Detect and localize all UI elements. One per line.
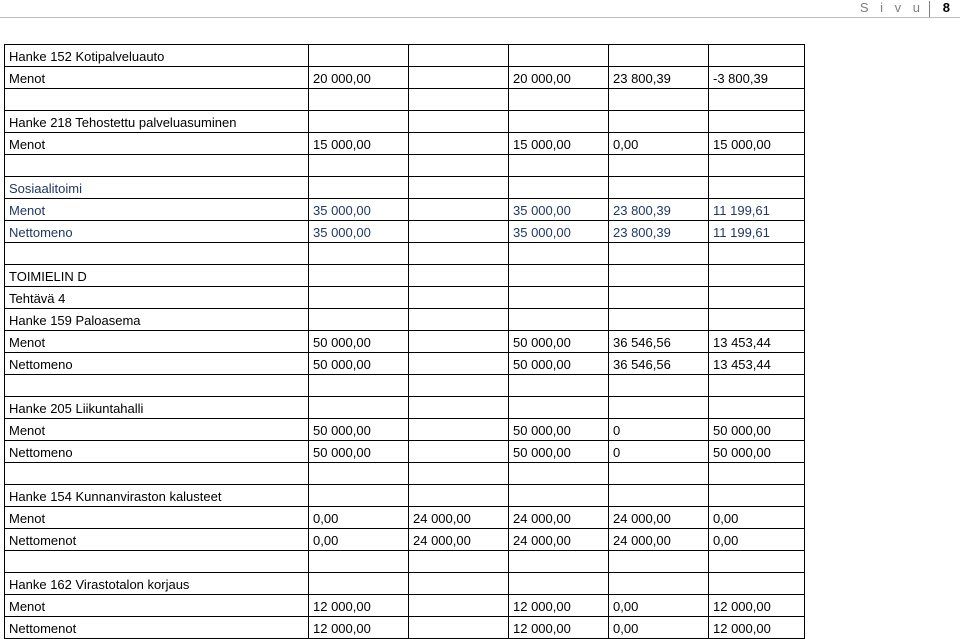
empty-cell	[409, 155, 509, 177]
budget-table	[4, 44, 805, 639]
empty-cell	[509, 463, 609, 485]
empty-cell	[609, 309, 709, 331]
empty-cell	[309, 265, 409, 287]
section-title: TOIMIELIN D	[5, 265, 309, 287]
section-title-row	[5, 573, 805, 595]
empty-cell	[309, 155, 409, 177]
empty-cell	[609, 155, 709, 177]
value-cell: 0,00	[309, 507, 409, 529]
value-cell: 13 453,44	[709, 331, 805, 353]
section-title-row	[5, 265, 805, 287]
empty-cell	[409, 287, 509, 309]
section-title: Tehtävä 4	[5, 287, 309, 309]
empty-cell	[509, 243, 609, 265]
empty-cell	[409, 463, 509, 485]
value-cell: 15 000,00	[309, 133, 409, 155]
value-cell: 24 000,00	[609, 529, 709, 551]
empty-cell	[509, 397, 609, 419]
empty-cell	[409, 89, 509, 111]
empty-cell	[509, 265, 609, 287]
budget-table-body	[5, 45, 805, 639]
value-cell: 0,00	[609, 133, 709, 155]
row-label: Menot	[5, 331, 309, 353]
empty-cell	[609, 111, 709, 133]
value-cell	[409, 617, 509, 639]
value-cell: 12 000,00	[309, 595, 409, 617]
table-row	[5, 67, 805, 89]
section-title: Hanke 205 Liikuntahalli	[5, 397, 309, 419]
empty-cell	[709, 309, 805, 331]
table-row	[5, 617, 805, 639]
value-cell	[409, 199, 509, 221]
table-row	[5, 199, 805, 221]
value-cell: 35 000,00	[309, 221, 409, 243]
empty-cell	[709, 551, 805, 573]
value-cell: 50 000,00	[509, 441, 609, 463]
value-cell	[409, 595, 509, 617]
empty-cell	[309, 485, 409, 507]
value-cell: 50 000,00	[709, 419, 805, 441]
empty-cell	[5, 551, 309, 573]
section-title: Hanke 162 Virastotalon korjaus	[5, 573, 309, 595]
section-title: Sosiaalitoimi	[5, 177, 309, 199]
empty-cell	[409, 573, 509, 595]
empty-cell	[309, 573, 409, 595]
empty-cell	[709, 573, 805, 595]
page-label: S i v u	[859, 0, 924, 15]
spacer-row	[5, 243, 805, 265]
empty-cell	[709, 45, 805, 67]
empty-cell	[509, 111, 609, 133]
empty-cell	[509, 89, 609, 111]
empty-cell	[709, 463, 805, 485]
value-cell: 35 000,00	[309, 199, 409, 221]
empty-cell	[509, 177, 609, 199]
empty-cell	[709, 111, 805, 133]
value-cell: 13 453,44	[709, 353, 805, 375]
empty-cell	[409, 309, 509, 331]
value-cell	[409, 221, 509, 243]
value-cell: 36 546,56	[609, 331, 709, 353]
value-cell: -3 800,39	[709, 67, 805, 89]
section-title: Hanke 218 Tehostettu palveluasuminen	[5, 111, 309, 133]
section-title-row	[5, 177, 805, 199]
empty-cell	[5, 375, 309, 397]
empty-cell	[609, 45, 709, 67]
value-cell	[409, 67, 509, 89]
empty-cell	[5, 243, 309, 265]
empty-cell	[609, 463, 709, 485]
empty-cell	[309, 551, 409, 573]
empty-cell	[709, 397, 805, 419]
value-cell: 20 000,00	[509, 67, 609, 89]
table-row	[5, 529, 805, 551]
empty-cell	[709, 485, 805, 507]
empty-cell	[609, 485, 709, 507]
row-label: Menot	[5, 133, 309, 155]
value-cell: 35 000,00	[509, 199, 609, 221]
value-cell: 0	[609, 419, 709, 441]
value-cell: 12 000,00	[709, 617, 805, 639]
empty-cell	[609, 397, 709, 419]
empty-cell	[409, 375, 509, 397]
section-title-row	[5, 309, 805, 331]
value-cell	[409, 441, 509, 463]
empty-cell	[609, 265, 709, 287]
value-cell: 12 000,00	[709, 595, 805, 617]
value-cell: 50 000,00	[509, 353, 609, 375]
table-row	[5, 221, 805, 243]
spacer-row	[5, 551, 805, 573]
section-title-row	[5, 485, 805, 507]
table-row	[5, 595, 805, 617]
value-cell: 11 199,61	[709, 221, 805, 243]
value-cell: 24 000,00	[409, 507, 509, 529]
section-title-row	[5, 45, 805, 67]
header-rule	[0, 17, 960, 18]
value-cell: 20 000,00	[309, 67, 409, 89]
value-cell: 11 199,61	[709, 199, 805, 221]
section-title: Hanke 159 Paloasema	[5, 309, 309, 331]
empty-cell	[709, 177, 805, 199]
section-title: Hanke 152 Kotipalveluauto	[5, 45, 309, 67]
row-label: Menot	[5, 595, 309, 617]
value-cell: 0	[609, 441, 709, 463]
empty-cell	[309, 177, 409, 199]
row-label: Menot	[5, 67, 309, 89]
value-cell: 12 000,00	[509, 617, 609, 639]
empty-cell	[309, 463, 409, 485]
empty-cell	[409, 485, 509, 507]
page-header	[0, 0, 960, 18]
table-row	[5, 441, 805, 463]
empty-cell	[609, 177, 709, 199]
value-cell: 0,00	[309, 529, 409, 551]
spacer-row	[5, 155, 805, 177]
empty-cell	[309, 243, 409, 265]
value-cell: 50 000,00	[309, 331, 409, 353]
empty-cell	[709, 265, 805, 287]
row-label: Nettomenot	[5, 529, 309, 551]
empty-cell	[409, 243, 509, 265]
empty-cell	[509, 309, 609, 331]
value-cell: 23 800,39	[609, 221, 709, 243]
section-title-row	[5, 287, 805, 309]
value-cell: 0,00	[709, 529, 805, 551]
value-cell: 23 800,39	[609, 199, 709, 221]
table-row	[5, 353, 805, 375]
empty-cell	[609, 287, 709, 309]
value-cell: 0,00	[709, 507, 805, 529]
table-row	[5, 507, 805, 529]
empty-cell	[309, 375, 409, 397]
empty-cell	[5, 155, 309, 177]
empty-cell	[409, 111, 509, 133]
header-separator	[929, 1, 930, 17]
value-cell: 24 000,00	[509, 529, 609, 551]
empty-cell	[509, 155, 609, 177]
empty-cell	[409, 265, 509, 287]
empty-cell	[309, 397, 409, 419]
row-label: Nettomeno	[5, 441, 309, 463]
empty-cell	[609, 375, 709, 397]
empty-cell	[509, 375, 609, 397]
empty-cell	[409, 177, 509, 199]
spacer-row	[5, 375, 805, 397]
value-cell: 50 000,00	[309, 419, 409, 441]
empty-cell	[709, 155, 805, 177]
value-cell: 50 000,00	[509, 331, 609, 353]
empty-cell	[609, 243, 709, 265]
section-title-row	[5, 397, 805, 419]
value-cell: 35 000,00	[509, 221, 609, 243]
row-label: Menot	[5, 199, 309, 221]
value-cell	[409, 133, 509, 155]
value-cell: 12 000,00	[309, 617, 409, 639]
section-title: Hanke 154 Kunnanviraston kalusteet	[5, 485, 309, 507]
value-cell: 23 800,39	[609, 67, 709, 89]
section-title-row	[5, 111, 805, 133]
empty-cell	[409, 551, 509, 573]
spacer-row	[5, 463, 805, 485]
empty-cell	[609, 551, 709, 573]
value-cell: 50 000,00	[309, 441, 409, 463]
empty-cell	[609, 89, 709, 111]
row-label: Nettomeno	[5, 353, 309, 375]
empty-cell	[709, 375, 805, 397]
value-cell	[409, 331, 509, 353]
value-cell	[409, 419, 509, 441]
empty-cell	[309, 111, 409, 133]
empty-cell	[409, 397, 509, 419]
value-cell: 50 000,00	[709, 441, 805, 463]
row-label: Nettomeno	[5, 221, 309, 243]
value-cell: 50 000,00	[309, 353, 409, 375]
value-cell: 0,00	[609, 617, 709, 639]
empty-cell	[509, 45, 609, 67]
value-cell: 24 000,00	[609, 507, 709, 529]
empty-cell	[409, 45, 509, 67]
empty-cell	[309, 309, 409, 331]
page-number: 8	[942, 0, 950, 15]
empty-cell	[509, 287, 609, 309]
empty-cell	[509, 485, 609, 507]
row-label: Nettomenot	[5, 617, 309, 639]
value-cell: 24 000,00	[509, 507, 609, 529]
empty-cell	[5, 463, 309, 485]
spacer-row	[5, 89, 805, 111]
table-row	[5, 419, 805, 441]
value-cell: 0,00	[609, 595, 709, 617]
row-label: Menot	[5, 419, 309, 441]
empty-cell	[309, 45, 409, 67]
empty-cell	[709, 89, 805, 111]
table-row	[5, 331, 805, 353]
empty-cell	[709, 243, 805, 265]
table-row	[5, 133, 805, 155]
value-cell: 50 000,00	[509, 419, 609, 441]
empty-cell	[709, 287, 805, 309]
value-cell: 12 000,00	[509, 595, 609, 617]
value-cell: 15 000,00	[709, 133, 805, 155]
empty-cell	[509, 551, 609, 573]
value-cell: 15 000,00	[509, 133, 609, 155]
value-cell	[409, 353, 509, 375]
empty-cell	[509, 573, 609, 595]
row-label: Menot	[5, 507, 309, 529]
empty-cell	[309, 287, 409, 309]
value-cell: 36 546,56	[609, 353, 709, 375]
value-cell: 24 000,00	[409, 529, 509, 551]
empty-cell	[5, 89, 309, 111]
empty-cell	[309, 89, 409, 111]
empty-cell	[609, 573, 709, 595]
